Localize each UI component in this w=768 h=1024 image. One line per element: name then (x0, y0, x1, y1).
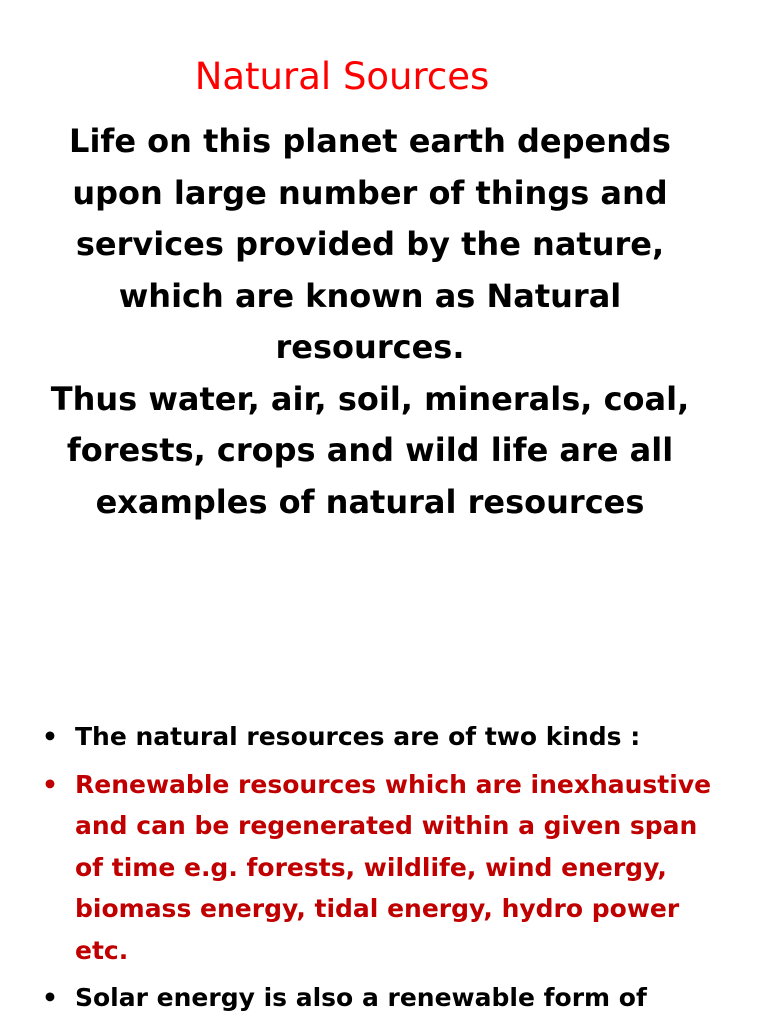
intro-paragraph-2: Thus water, air, soil, minerals, coal, forests, crops and wild life are all examples of natural resources (50, 379, 690, 521)
bullet-text: Renewable resources which are inexhaustive and can be regenerated within a given span of time e.g. forests, wildlife, wind energy, biomass energy, tidal energy, hydro power etc. (75, 769, 712, 965)
bullet-dot-icon: • (42, 722, 58, 751)
bullet-item-renewable (0, 764, 768, 972)
intro-text (30, 116, 710, 528)
bullet-dot-icon: • (42, 769, 58, 799)
bullet-text: Solar energy is also a renewable form of (75, 983, 647, 1012)
bullet-text: The natural resources are of two kinds : (75, 722, 641, 751)
page-title: Natural Sources (194, 55, 490, 98)
intro-paragraph-1: Life on this planet earth depends upon large number of things and services provided by the nature, which are known as Natural resources. (69, 122, 671, 366)
bullet-dot-icon: • (42, 983, 58, 1012)
bullet-item-solar (0, 977, 768, 1019)
bullet-item-kinds (0, 716, 768, 758)
resource-bullet-list (0, 716, 768, 1024)
